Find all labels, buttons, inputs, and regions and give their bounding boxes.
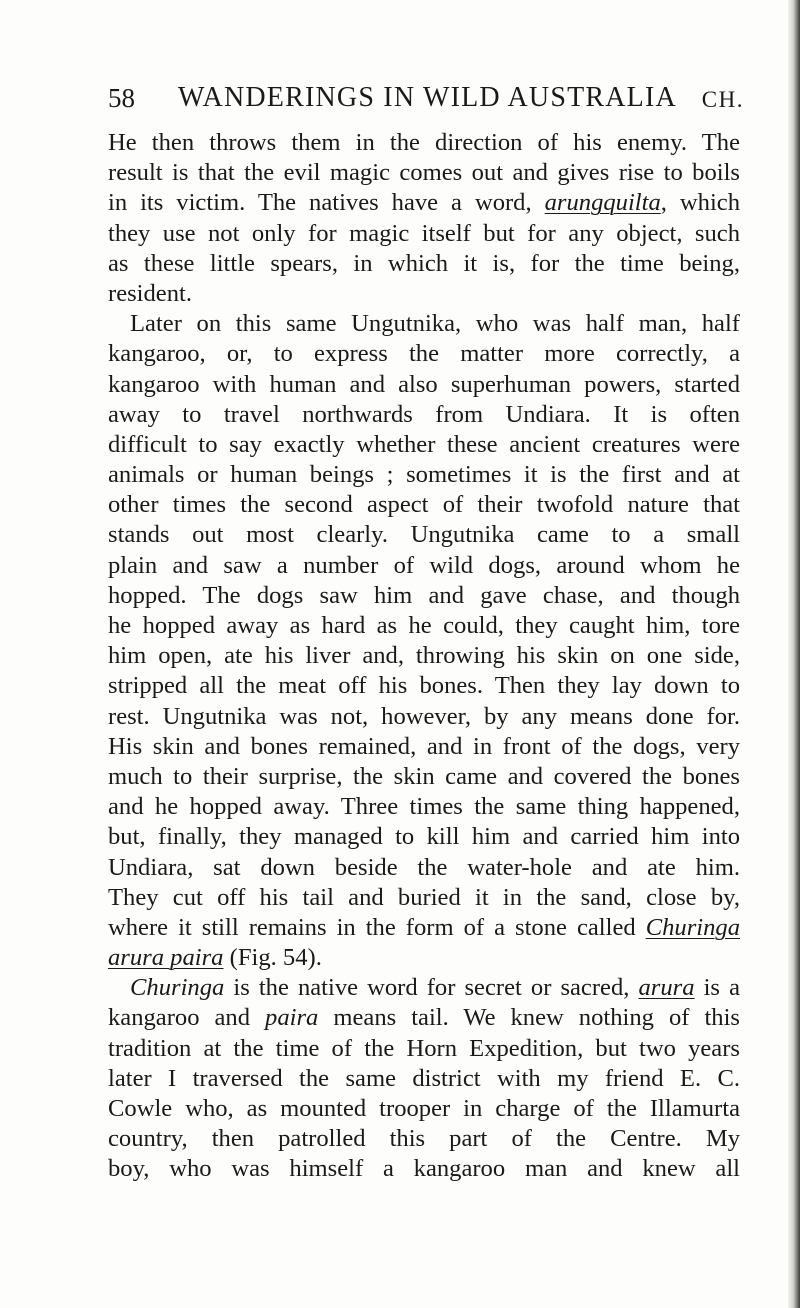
text-line: they use not only for magic itself but for any object, such <box>108 219 740 247</box>
text-line: kangaroo with human and also superhuman powers, started <box>108 370 740 398</box>
text-line: other times the second aspect of their twofold nature that <box>108 491 740 519</box>
text-line <box>108 913 740 943</box>
native-term-paira: paira <box>265 1004 319 1032</box>
text-run: (Fig. 54). <box>223 944 322 972</box>
text-run: in its victim. The natives have a word, <box>108 189 545 217</box>
text-line <box>108 1003 740 1033</box>
text-line: result is that the evil magic comes out and gives rise to boils <box>108 159 740 187</box>
page-number: 58 <box>108 83 135 113</box>
text-line: him open, ate his liver and, throwing his skin on one side, <box>108 642 740 670</box>
text-line: hopped. The dogs saw him and gave chase, and though <box>108 581 740 609</box>
text-line: Later on this same Ungutnika, who was half man, half <box>130 310 740 338</box>
page-edge-shadow <box>788 0 800 1308</box>
native-term-arungquilta: arungquilta <box>544 189 661 217</box>
text-line: His skin and bones remained, and in front of the dogs, very <box>108 732 740 760</box>
text-line <box>108 973 740 1003</box>
native-term-churinga: Churinga <box>645 913 740 941</box>
running-title: WANDERINGS IN WILD AUSTRALIA <box>178 82 677 113</box>
text-line: resident. <box>108 279 193 307</box>
text-line: as these little spears, in which it is, for the time being, <box>108 249 740 277</box>
text-line: much to their surprise, the skin came and covered the bones <box>108 762 740 790</box>
text-run: kangaroo and <box>108 1004 266 1032</box>
text-line: later I traversed the same district with my friend E. C. <box>108 1064 740 1092</box>
text-line: he hopped away as hard as he could, they caught him, tore <box>108 612 740 639</box>
native-term-arura-paira: arura paira <box>108 944 224 972</box>
text-line: animals or human beings ; sometimes it is the first and at <box>108 461 740 489</box>
text-line: stripped all the meat off his bones. Then they lay down to <box>108 672 740 700</box>
text-line: rest. Ungutnika was not, however, by any means done for. <box>108 702 740 730</box>
text-run: where it still remains in the form of a stone called <box>108 913 646 941</box>
text-line: but, finally, they managed to kill him and carried him into <box>108 823 740 851</box>
text-line: boy, who was himself a kangaroo man and knew all <box>108 1155 740 1183</box>
text-line: Undiara, sat down beside the water-hole and ate him. <box>108 853 740 881</box>
running-header <box>108 78 744 118</box>
text-line: They cut off his tail and buried it in the sand, close by, <box>108 883 740 911</box>
text-run: means tail. We knew nothing of this <box>318 1004 740 1032</box>
native-term-arura: arura <box>638 974 695 1002</box>
text-line: plain and saw a number of wild dogs, around whom he <box>108 551 740 579</box>
text-line <box>108 188 740 218</box>
text-line: kangaroo, or, to express the matter more correctly, a <box>108 340 740 368</box>
text-run: , which <box>660 189 740 217</box>
text-line: Cowle who, as mounted trooper in charge of the Illamurta <box>108 1095 740 1122</box>
text-run: is a <box>694 974 740 1002</box>
text-line: tradition at the time of the Horn Expedition, but two years <box>108 1034 740 1062</box>
text-line: and he hopped away. Three times the same thing happened, <box>108 793 740 821</box>
chapter-mark: CH. <box>701 87 744 112</box>
text-line: away to travel northwards from Undiara. It is often <box>108 400 740 428</box>
text-line: country, then patrolled this part of the Centre. My <box>108 1125 740 1153</box>
text-line: He then throws them in the direction of his enemy. The <box>108 129 740 156</box>
text-run: is the native word for secret or sacred, <box>224 974 639 1002</box>
body-text <box>108 128 740 1185</box>
text-line: stands out most clearly. Ungutnika came to a small <box>108 521 740 549</box>
text-line <box>108 943 740 973</box>
text-line: difficult to say exactly whether these ancient creatures were <box>108 430 740 458</box>
native-term-churinga: Churinga <box>130 974 225 1002</box>
